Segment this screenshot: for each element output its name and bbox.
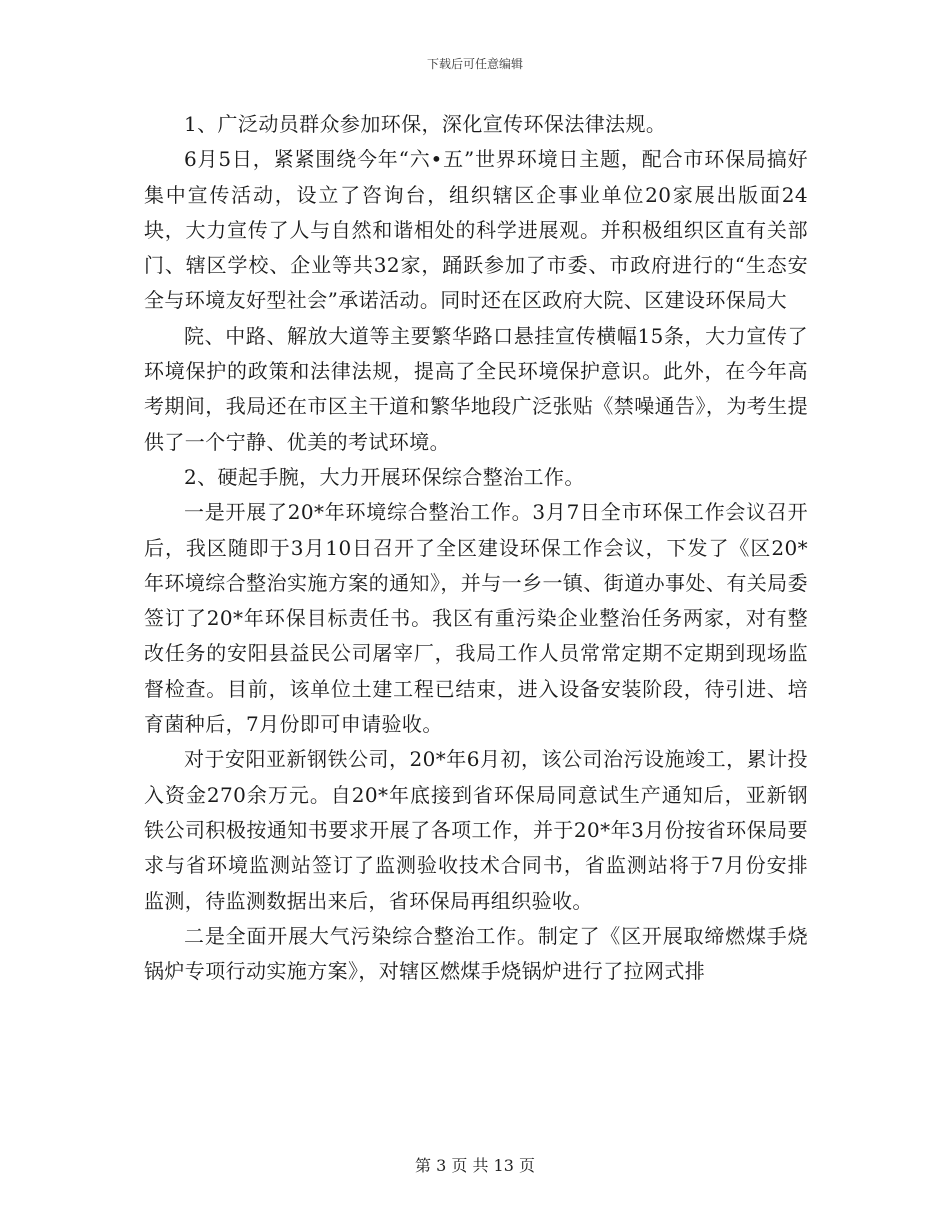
paragraph: 1、广泛动员群众参加环保，深化宣传环保法律法规。: [184, 112, 667, 136]
document-body: [144, 107, 808, 989]
paragraph: 2、硬起手腕，大力开展环保综合整治工作。: [184, 464, 585, 489]
paragraph: 院、中路、解放大道等主要繁华路口悬挂宣传横幅15条，大力宣传了环境保护的政策和法律法规，提高了全民环境保护意识。此外，在今年高考期间，我局还在市区主干道和繁华地段广泛张贴《禁噪通告》，为考生提供了一个宁静、优美的考试环境。: [144, 323, 808, 454]
page-header-note: 下载后可任意编辑: [426, 57, 523, 71]
paragraph: 一是开展了20*年环境综合整治工作。3月7日全市环保工作会议召开后，我区随即于3月10日召开了全区建设环保工作会议，下发了《区20*年环境综合整治实施方案的通知》，并与一乡一镇、街道办事处、有关局委签订了20*年环保目标责任书。我区有重污染企业整治任务两家，对有整改任务的安阳县益民公司屠宰厂，我局工作人员常常定期不定期到现场监督检查。目前，该单位土建工程已结束，进入设备安装阶段，待引进、培育菌种后，7月份即可申请验收。: [144, 500, 808, 737]
paragraph: 对于安阳亚新钢铁公司，20*年6月初，该公司治污设施竣工，累计投入资金270余万元。自20*年底接到省环保局同意试生产通知后，亚新钢铁公司积极按通知书要求开展了各项工作，并于20*年3月份按省环保局要求与省环境监测站签订了监测验收技术合同书，省监测站将于7月份安排监测，待监测数据出来后，省环保局再组织验收。: [144, 747, 808, 913]
paragraph: 6月5日，紧紧围绕今年“六•五”世界环境日主题，配合市环保局搞好集中宣传活动，设立了咨询台，组织辖区企事业单位20家展出版面24块，大力宣传了人与自然和谐相处的科学进展观。并积极组织区直有关部门、辖区学校、企业等共32家，踊跃参加了市委、市政府进行的“生态安全与环境友好型社会”承诺活动。同时还在区政府大院、区建设环保局大: [144, 147, 808, 313]
page-number-footer: 第 3 页 共 13 页: [415, 1156, 535, 1175]
paragraph: 二是全面开展大气污染综合整治工作。制定了《区开展取缔燃煤手烧锅炉专项行动实施方案》，对辖区燃煤手烧锅炉进行了拉网式排: [144, 923, 808, 984]
